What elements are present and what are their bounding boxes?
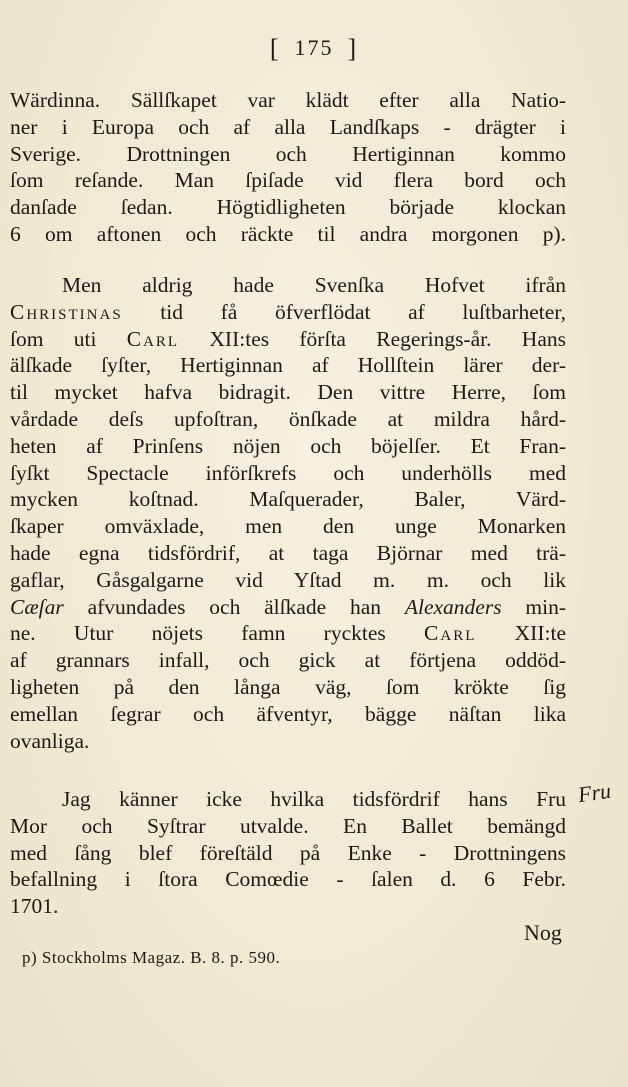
text-segment: XII:tes förſta Regerings-år. Hans xyxy=(179,326,566,351)
footnote: p) Stockholms Magaz. B. 8. p. 590. xyxy=(22,948,281,967)
text-line xyxy=(10,620,566,647)
text-segment: Men aldrig hade Svenſka Hofvet ifrån xyxy=(62,273,566,297)
text-line: til mycket hafva bidragit. Den vittre Herre, ſom xyxy=(10,380,566,405)
text-segment: tid få öfverflödat af luſtbarheter, xyxy=(122,299,566,324)
text-line: Mor och Syſtrar utvalde. En Ballet bemängd xyxy=(10,813,566,838)
text-line xyxy=(10,272,566,299)
text-line: Jag känner icke hvilka tidsfördrif hans Fru xyxy=(62,787,566,811)
text-line: älſkade ſyſter, Hertiginnan af Hollſtein lärer der- xyxy=(10,353,566,378)
text-line: 6 om aftonen och räckte til andra morgonen p). xyxy=(10,221,566,246)
name-alexander: Alexanders xyxy=(404,594,502,619)
text-line: gaflar, Gåsgalgarne vid Yſtad m. m. och lik xyxy=(10,567,566,592)
handwritten-margin-note: Fru xyxy=(576,777,613,808)
text-line xyxy=(10,326,566,353)
name-christina: Christinas xyxy=(10,299,123,324)
right-bracket: ] xyxy=(347,34,359,63)
catchword: Nog xyxy=(524,920,562,945)
paragraph-1 xyxy=(10,87,566,248)
text-line: ſkaper omväxlade, men den unge Monarken xyxy=(10,514,566,539)
text-line: af grannars infall, och gick at förtjena oddöd- xyxy=(10,648,566,673)
text-line: med ſång blef föreſtäld på Enke - Drottningens xyxy=(10,840,566,865)
text-segment: min- xyxy=(501,594,566,619)
text-line: ſom reſande. Man ſpiſade vid flera bord och xyxy=(10,168,566,193)
text-line: ner i Europa och af alla Landſkaps - drägter i xyxy=(10,114,566,139)
paragraph-3 xyxy=(10,786,566,920)
left-bracket: [ xyxy=(269,34,281,63)
text-segment: ſom uti xyxy=(10,326,127,351)
page-number: 175 xyxy=(294,35,334,60)
text-line: danſade ſedan. Högtidligheten började klockan xyxy=(10,195,566,220)
text-line: 1701. xyxy=(10,894,59,919)
text-line: vårdade deſs upfoſtran, önſkade at mildra hård- xyxy=(10,406,566,431)
text-line: ovanliga. xyxy=(10,728,90,753)
text-line: hade egna tidsfördrif, at taga Björnar med trä- xyxy=(10,540,566,565)
text-line xyxy=(10,299,566,326)
text-line: ligheten på den långa väg, ſom krökte ſig xyxy=(10,674,566,699)
page-header xyxy=(0,34,628,64)
text-line xyxy=(10,594,566,621)
text-segment: ne. Utur nöjets famn rycktes xyxy=(10,621,425,646)
text-line: heten af Prinſens nöjen och böjelſer. Et Fran- xyxy=(10,433,566,458)
text-line: Sverige. Drottningen och Hertiginnan kommo xyxy=(10,141,566,166)
text-line: befallning i ſtora Comœdie - ſalen d. 6 Febr. xyxy=(10,867,566,892)
text-line: mycken koſtnad. Maſquerader, Baler, Värd- xyxy=(10,487,566,512)
name-carl: Carl xyxy=(126,326,180,351)
text-line: Wärdinna. Sällſkapet var klädt efter alla Natio- xyxy=(10,88,566,112)
text-segment: afvundades och älſkade han xyxy=(63,594,405,619)
text-line: emellan ſegrar och äfventyr, bägge näſtan lika xyxy=(10,701,566,726)
text-line: ſyſkt Spectacle införſkrefs och underhölls med xyxy=(10,460,566,485)
text-segment: XII:te xyxy=(476,621,566,646)
name-caesar: Cæſar xyxy=(10,594,64,619)
name-carl: Carl xyxy=(424,621,477,646)
paragraph-2 xyxy=(10,272,566,754)
